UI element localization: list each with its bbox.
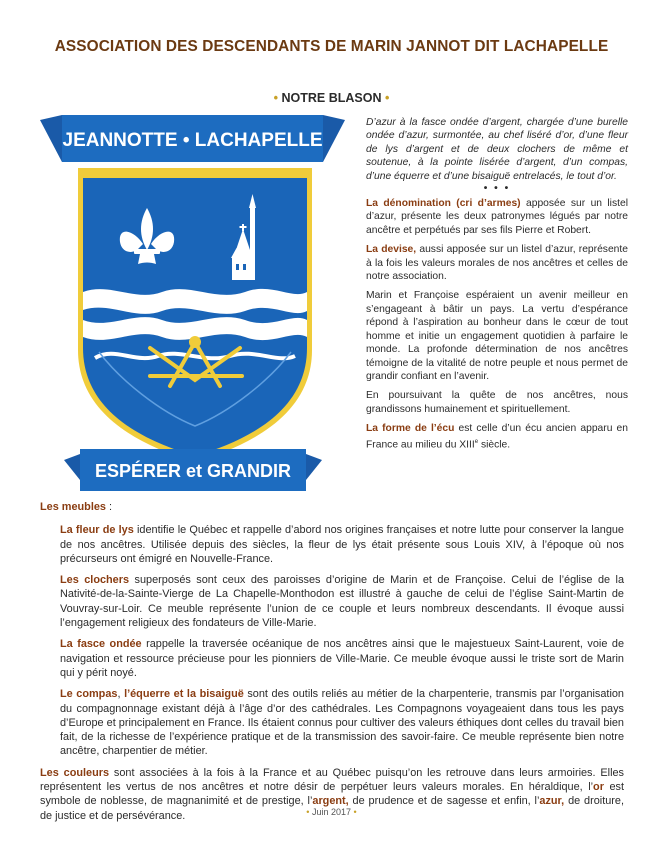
meuble-text: superposés sont ceux des paroisses d’origine de Marin et de Françoise. Celui de l’église de la Nativité-de-la-Sainte-Vierge de La Chapelle-Monthodon est illustré à gauche de celui de l’église Saint-Martin de Vouvray-sur-Loir. Ce meuble représente l’union de ce couple et leurs nombreux descendants. Il évoque aussi l’engagement religieux des fondateurs de Ville-Marie.	[60, 574, 625, 630]
forme-lead: La forme de l’écu	[366, 423, 455, 435]
footer-date	[0, 807, 663, 817]
footer-bullet-right: •	[353, 807, 357, 817]
coat-of-arms	[40, 112, 345, 492]
right-column	[366, 116, 628, 457]
couleurs-text-2: est symbole de noblesse, de magnanimité et de prestige, l’	[40, 781, 624, 808]
lower-section	[40, 500, 624, 830]
denomination-paragraph	[366, 197, 628, 237]
meuble-clochers	[40, 573, 624, 630]
separator: • • •	[483, 183, 511, 195]
meuble-lead-2: l’équerre et la bisaiguë	[124, 688, 244, 701]
couleurs-text-4: de droiture, de justice et de persévérance.	[40, 795, 624, 822]
top-ribbon-tail-left	[40, 115, 62, 162]
footer-date-text: Juin 2017	[311, 807, 352, 817]
devise-paragraph	[366, 243, 628, 283]
couleurs-text-3: de prudence et de sagesse et enfin, l’	[348, 795, 540, 808]
top-ribbon-tail-right	[323, 115, 345, 162]
meuble-mid: ,	[117, 688, 125, 701]
meuble-compas	[40, 687, 624, 758]
chief-gold-line	[83, 173, 307, 178]
top-banner-text: JEANNOTTE • LACHAPELLE	[62, 130, 323, 151]
forme-end: siècle.	[478, 438, 511, 450]
meuble-fleur-de-lys	[40, 523, 624, 566]
meuble-fasce-ondee	[40, 637, 624, 680]
bottom-banner-text: ESPÉRER et GRANDIR	[94, 461, 292, 481]
couleurs-lead: Les couleurs	[40, 766, 110, 779]
forme-paragraph	[366, 422, 628, 451]
devise-lead: La devise,	[366, 244, 417, 256]
bottom-ribbon-tail-right	[306, 454, 322, 480]
couleur-argent: argent,	[312, 795, 349, 808]
blazon-text: D’azur à la fasce ondée d’argent, chargée d’une burelle ondée d’azur, surmontée, au chef liséré d’or, d’une fleur de lys d’argent et de deux clochers de même et soutenue, à la pointe lisérée d’argent, d’un compas, d’une équerre et d’une bisaiguë entrelacés, le tout d’or.	[366, 117, 628, 182]
page-title: ASSOCIATION DES DESCENDANTS DE MARIN JANNOT DIT LACHAPELLE	[54, 38, 609, 55]
meubles-heading	[40, 500, 624, 514]
meuble-text: sont des outils reliés au métier de la charpenterie, transmis par l’organisation du compagnonnage existant déjà à l’âge d’or des cathédrales. Les Compagnons voyageaient dans tous les pays d’Europe et principalement en France. Ils étaient connus pour cultiver des valeurs éthiques dont celles du travail bien fait, de la richesse de l’expérience pratique et de la transmission des savoir-faire. Ce meuble représente bien notre ancêtre, charpentier de métier.	[60, 688, 624, 758]
denomination-text: apposée sur un listel d’azur, présente les deux patronymes légués par notre ancêtre et perpétués par ses fils Pierre et Robert.	[366, 198, 628, 236]
meuble-lead: Les clochers	[60, 574, 130, 587]
meuble-text: rappelle la traversée océanique de nos ancêtres ainsi que le majestueux Saint-Laurent, voie de navigation et ressource précieuse pour les pionniers de Ville-Marie. Ce meuble évoque aussi le triste sort de Marin qui y périt noyé.	[60, 638, 624, 679]
meuble-lead: La fleur de lys	[60, 524, 134, 537]
meuble-lead: Le compas	[60, 688, 118, 701]
forme-text: est celle d’un écu ancien apparu en France au milieu du XIII	[366, 423, 628, 450]
bullet-right: •	[384, 91, 390, 105]
meubles-heading-lead: Les meubles	[40, 501, 106, 513]
section-subtitle	[0, 91, 663, 105]
forme-sup: e	[474, 438, 479, 445]
quete-paragraph: En poursuivant la quête de nos ancêtres, nous grandissons humainement et spirituellement.	[366, 390, 628, 415]
couleurs-text-1: sont associées à la fois à la France et au Québec puisqu’on les retrouve dans leurs armoiries. Elles représentent les vertus de nos ancêtres et notre désir de perpétuer leurs valeurs morales. En héraldique, l’	[40, 766, 625, 794]
couleur-azur: azur,	[539, 795, 565, 808]
couleur-or: or	[593, 781, 604, 794]
devise-text: aussi apposée sur un listel d’azur, représente à la fois les valeurs morales de nos ancêtres et celles de notre association.	[366, 244, 628, 283]
meuble-text: identifie le Québec et rappelle d’abord nos origines françaises et notre lutte pour conserver la langue de nos ancêtres. Utilisée depuis des siècles, la fleur de lys était présente sous Louis XIV, à l’époque où nos précurseurs ont émigré en Nouvelle-France.	[60, 524, 624, 565]
footer-bullet-left: •	[306, 807, 310, 817]
bullet-left: •	[273, 91, 279, 105]
subtitle-text: NOTRE BLASON	[281, 91, 382, 105]
bottom-ribbon-tail-left	[64, 454, 80, 480]
denomination-lead: La dénomination (cri d’armes)	[366, 198, 521, 210]
wavy-burelle-azure	[83, 308, 307, 324]
meuble-lead: La fasce ondée	[60, 638, 142, 651]
meubles-heading-suffix: :	[105, 501, 113, 513]
esperance-paragraph: Marin et Françoise espéraient un avenir meilleur en s’engageant à bâtir un pays. La vertu d’espérance répond à l’aspiration au bonheur dans le cœur de tout homme et initie un engagement quotidien à parfaire le monde. La profonde détermination de nos ancêtres témoigne de la vitalité de notre peuple et nous permet de grandir confiant en l’avenir.	[366, 290, 628, 382]
